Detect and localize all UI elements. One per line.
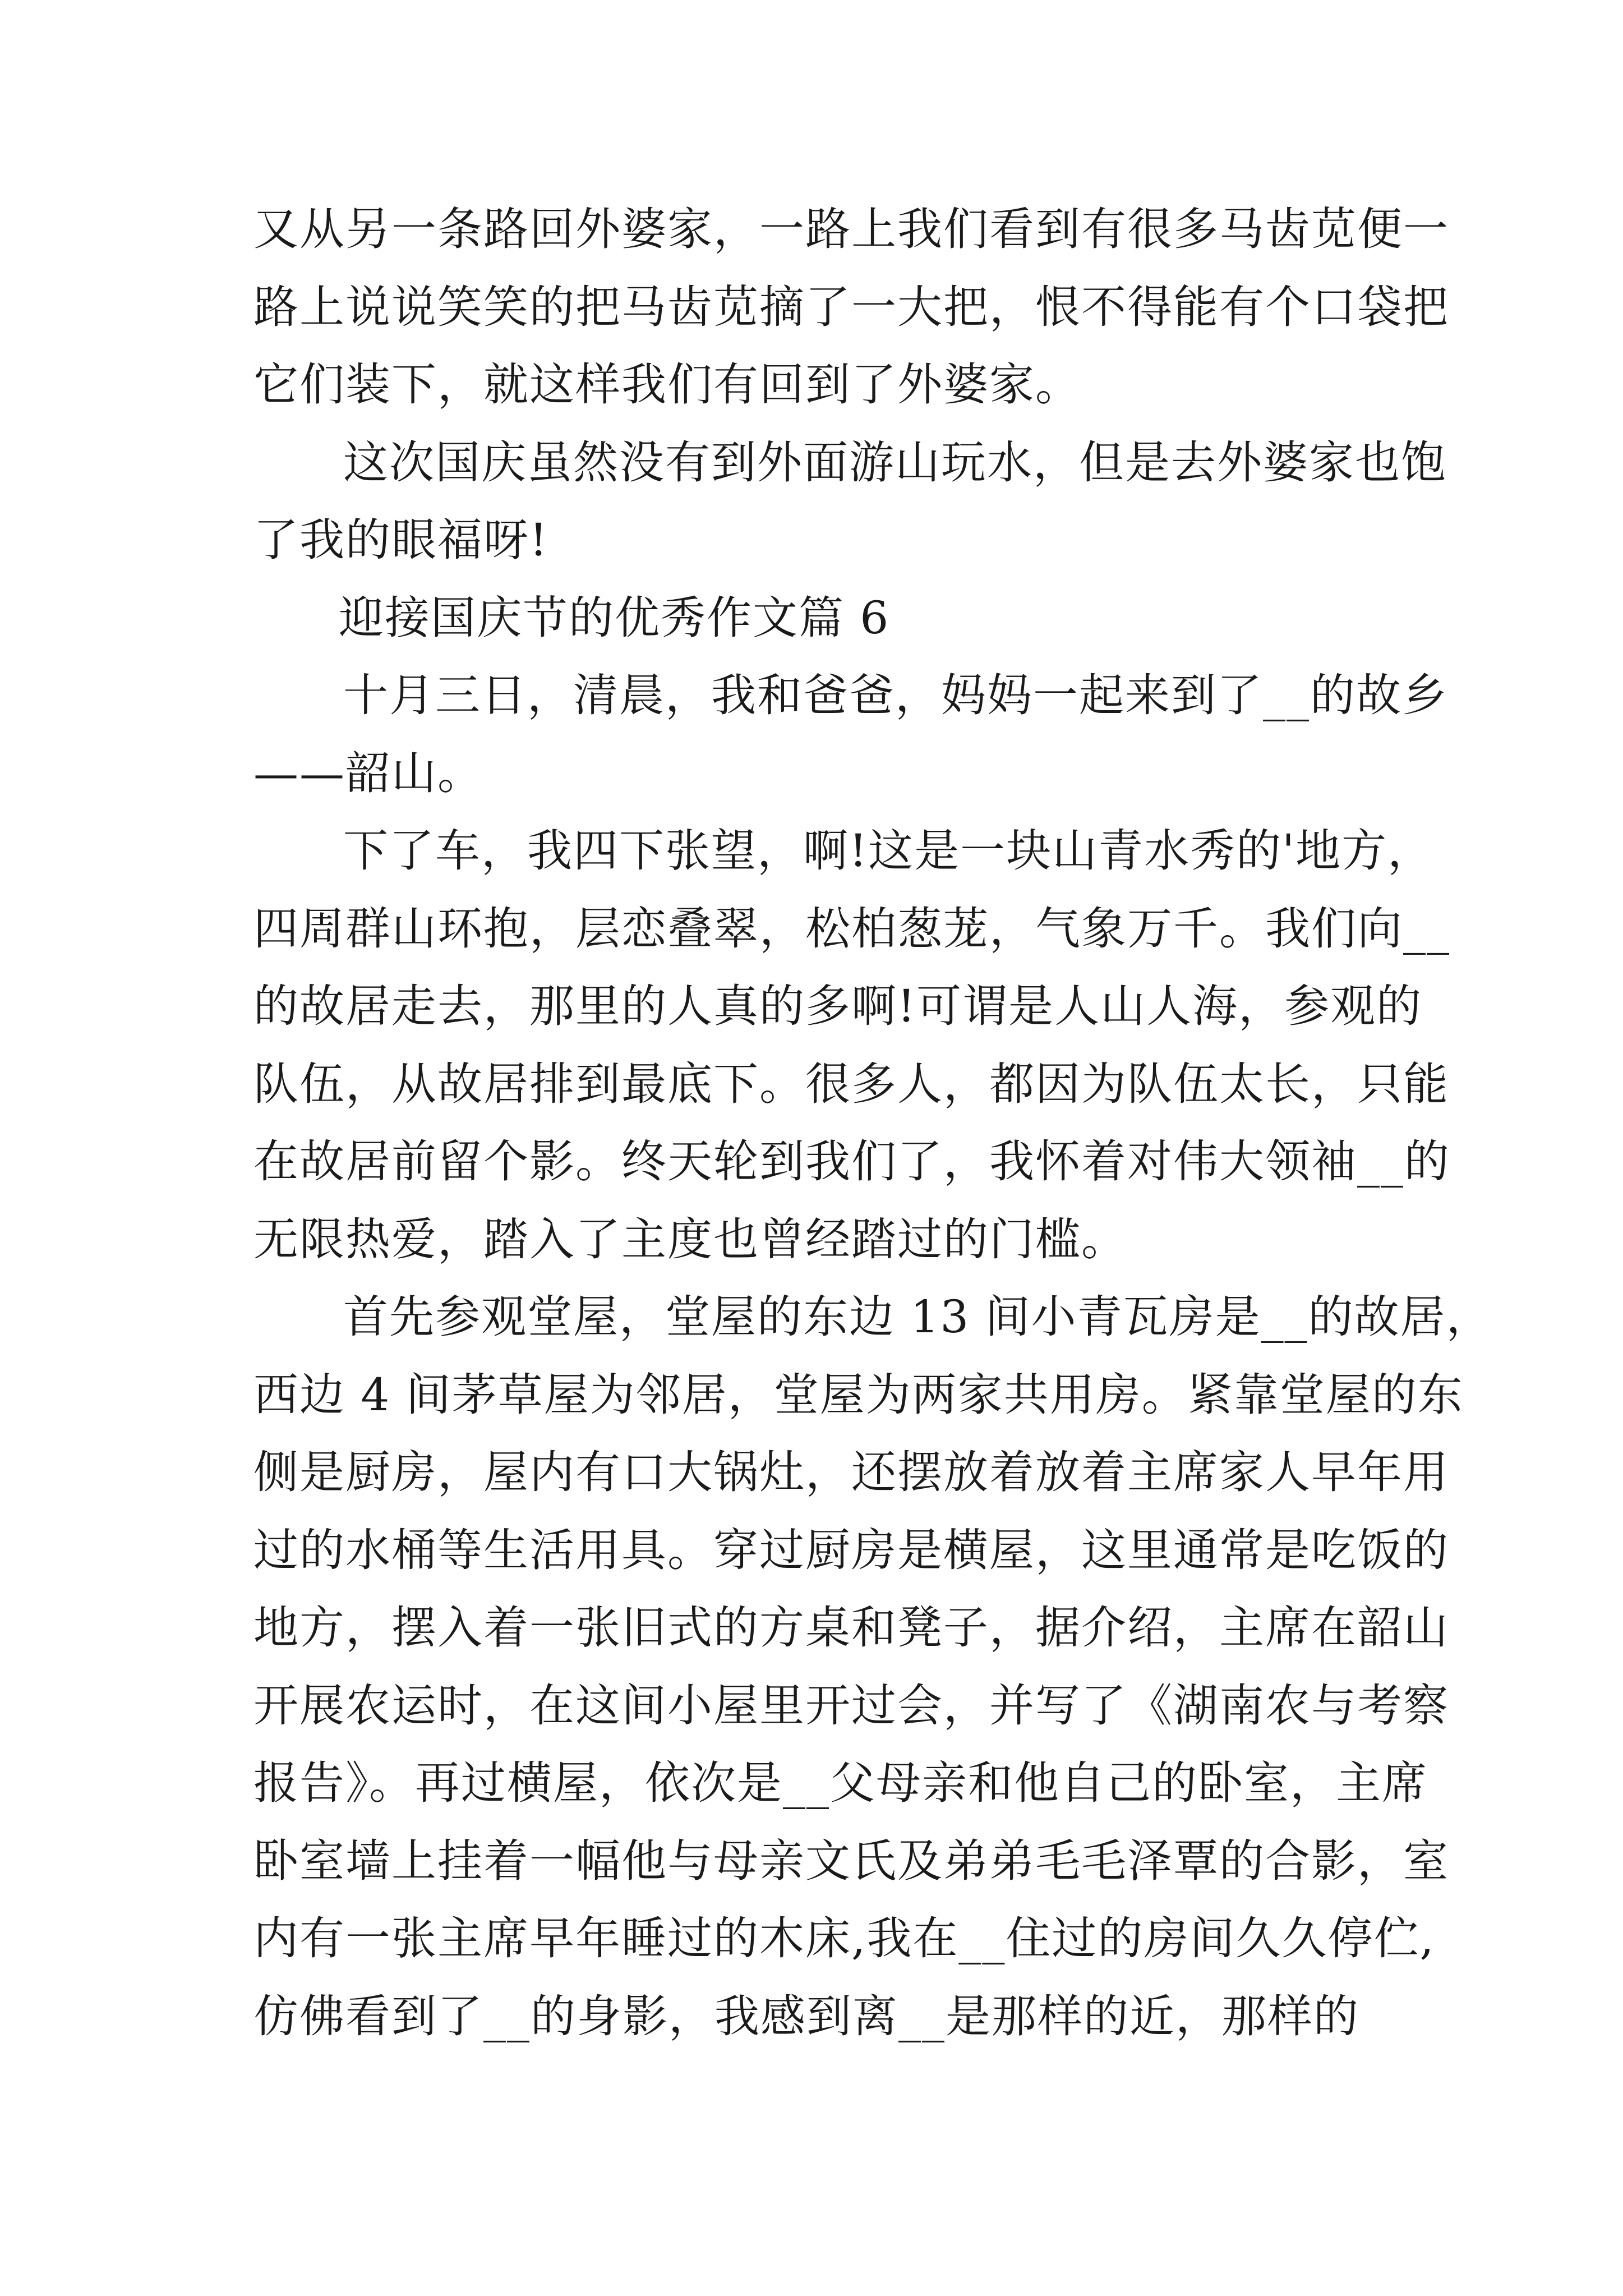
text-line: 开展农运时，在这间小屋里开过会，并写了《湖南农与考察 [253, 1679, 1449, 1732]
text-line: 路上说说笑笑的把马齿苋摘了一大把，恨不得能有个口袋把 [253, 280, 1449, 333]
text-line: 队伍，从故居排到最底下。很多人，都因为队伍太长，只能 [253, 1057, 1449, 1110]
article-body [253, 191, 1492, 2055]
paragraph-start-line: 下了车，我四下张望，啊!这是一块山青水秀的'地方， [343, 825, 1434, 877]
text-line: ——韶山。 [253, 747, 483, 799]
text-line: 四周群山环抱，层恋叠翠，松柏葱茏，气象万千。我们向__ [253, 902, 1450, 955]
text-line: 西边 4 间茅草屋为邻居，堂屋为两家共用房。紧靠堂屋的东 [253, 1368, 1464, 1421]
text-line: 卧室墙上挂着一幅他与母亲文氏及弟弟毛毛泽覃的合影，室 [253, 1834, 1449, 1887]
paragraph-start-line: 首先参观堂屋，堂屋的东边 13 间小青瓦房是__的故居， [343, 1291, 1492, 1343]
text-line: 了我的眼福呀! [253, 514, 549, 566]
text-line: 的故居走去，那里的人真的多啊!可谓是人山人海，参观的 [253, 980, 1423, 1032]
text-line: 在故居前留个影。终天轮到我们了，我怀着对伟大领袖__的 [253, 1135, 1450, 1188]
text-line: 内有一张主席早年睡过的木床,我在__住过的房间久久停伫, [253, 1912, 1435, 1964]
paragraph-start-line: 这次国庆虽然没有到外面游山玩水，但是去外婆家也饱 [343, 436, 1447, 489]
section-heading: 迎接国庆节的优秀作文篇 6 [339, 591, 890, 644]
text-line: 地方，摆入着一张旧式的方桌和凳子，据介绍，主席在韶山 [253, 1602, 1449, 1654]
text-line: 无限热爱，踏入了主度也曾经踏过的门槛。 [253, 1213, 1127, 1266]
text-line: 过的水桶等生活用具。穿过厨房是横屋，这里通常是吃饭的 [253, 1524, 1449, 1576]
text-line: 又从另一条路回外婆家，一路上我们看到有很多马齿苋便一 [253, 203, 1449, 255]
paragraph-start-line: 十月三日，清晨，我和爸爸，妈妈一起来到了__的故乡 [343, 669, 1448, 721]
text-line: 它们装下，就这样我们有回到了外婆家。 [253, 358, 1081, 411]
text-line: 报告》。再过横屋，依次是__父母亲和他自己的卧室，主席 [253, 1757, 1428, 1809]
text-line: 侧是厨房，屋内有口大锅灶，还摆放着放着主席家人早年用 [253, 1446, 1449, 1498]
text-line: 仿佛看到了__的身影，我感到离__是那样的近，那样的 [253, 1990, 1359, 2042]
